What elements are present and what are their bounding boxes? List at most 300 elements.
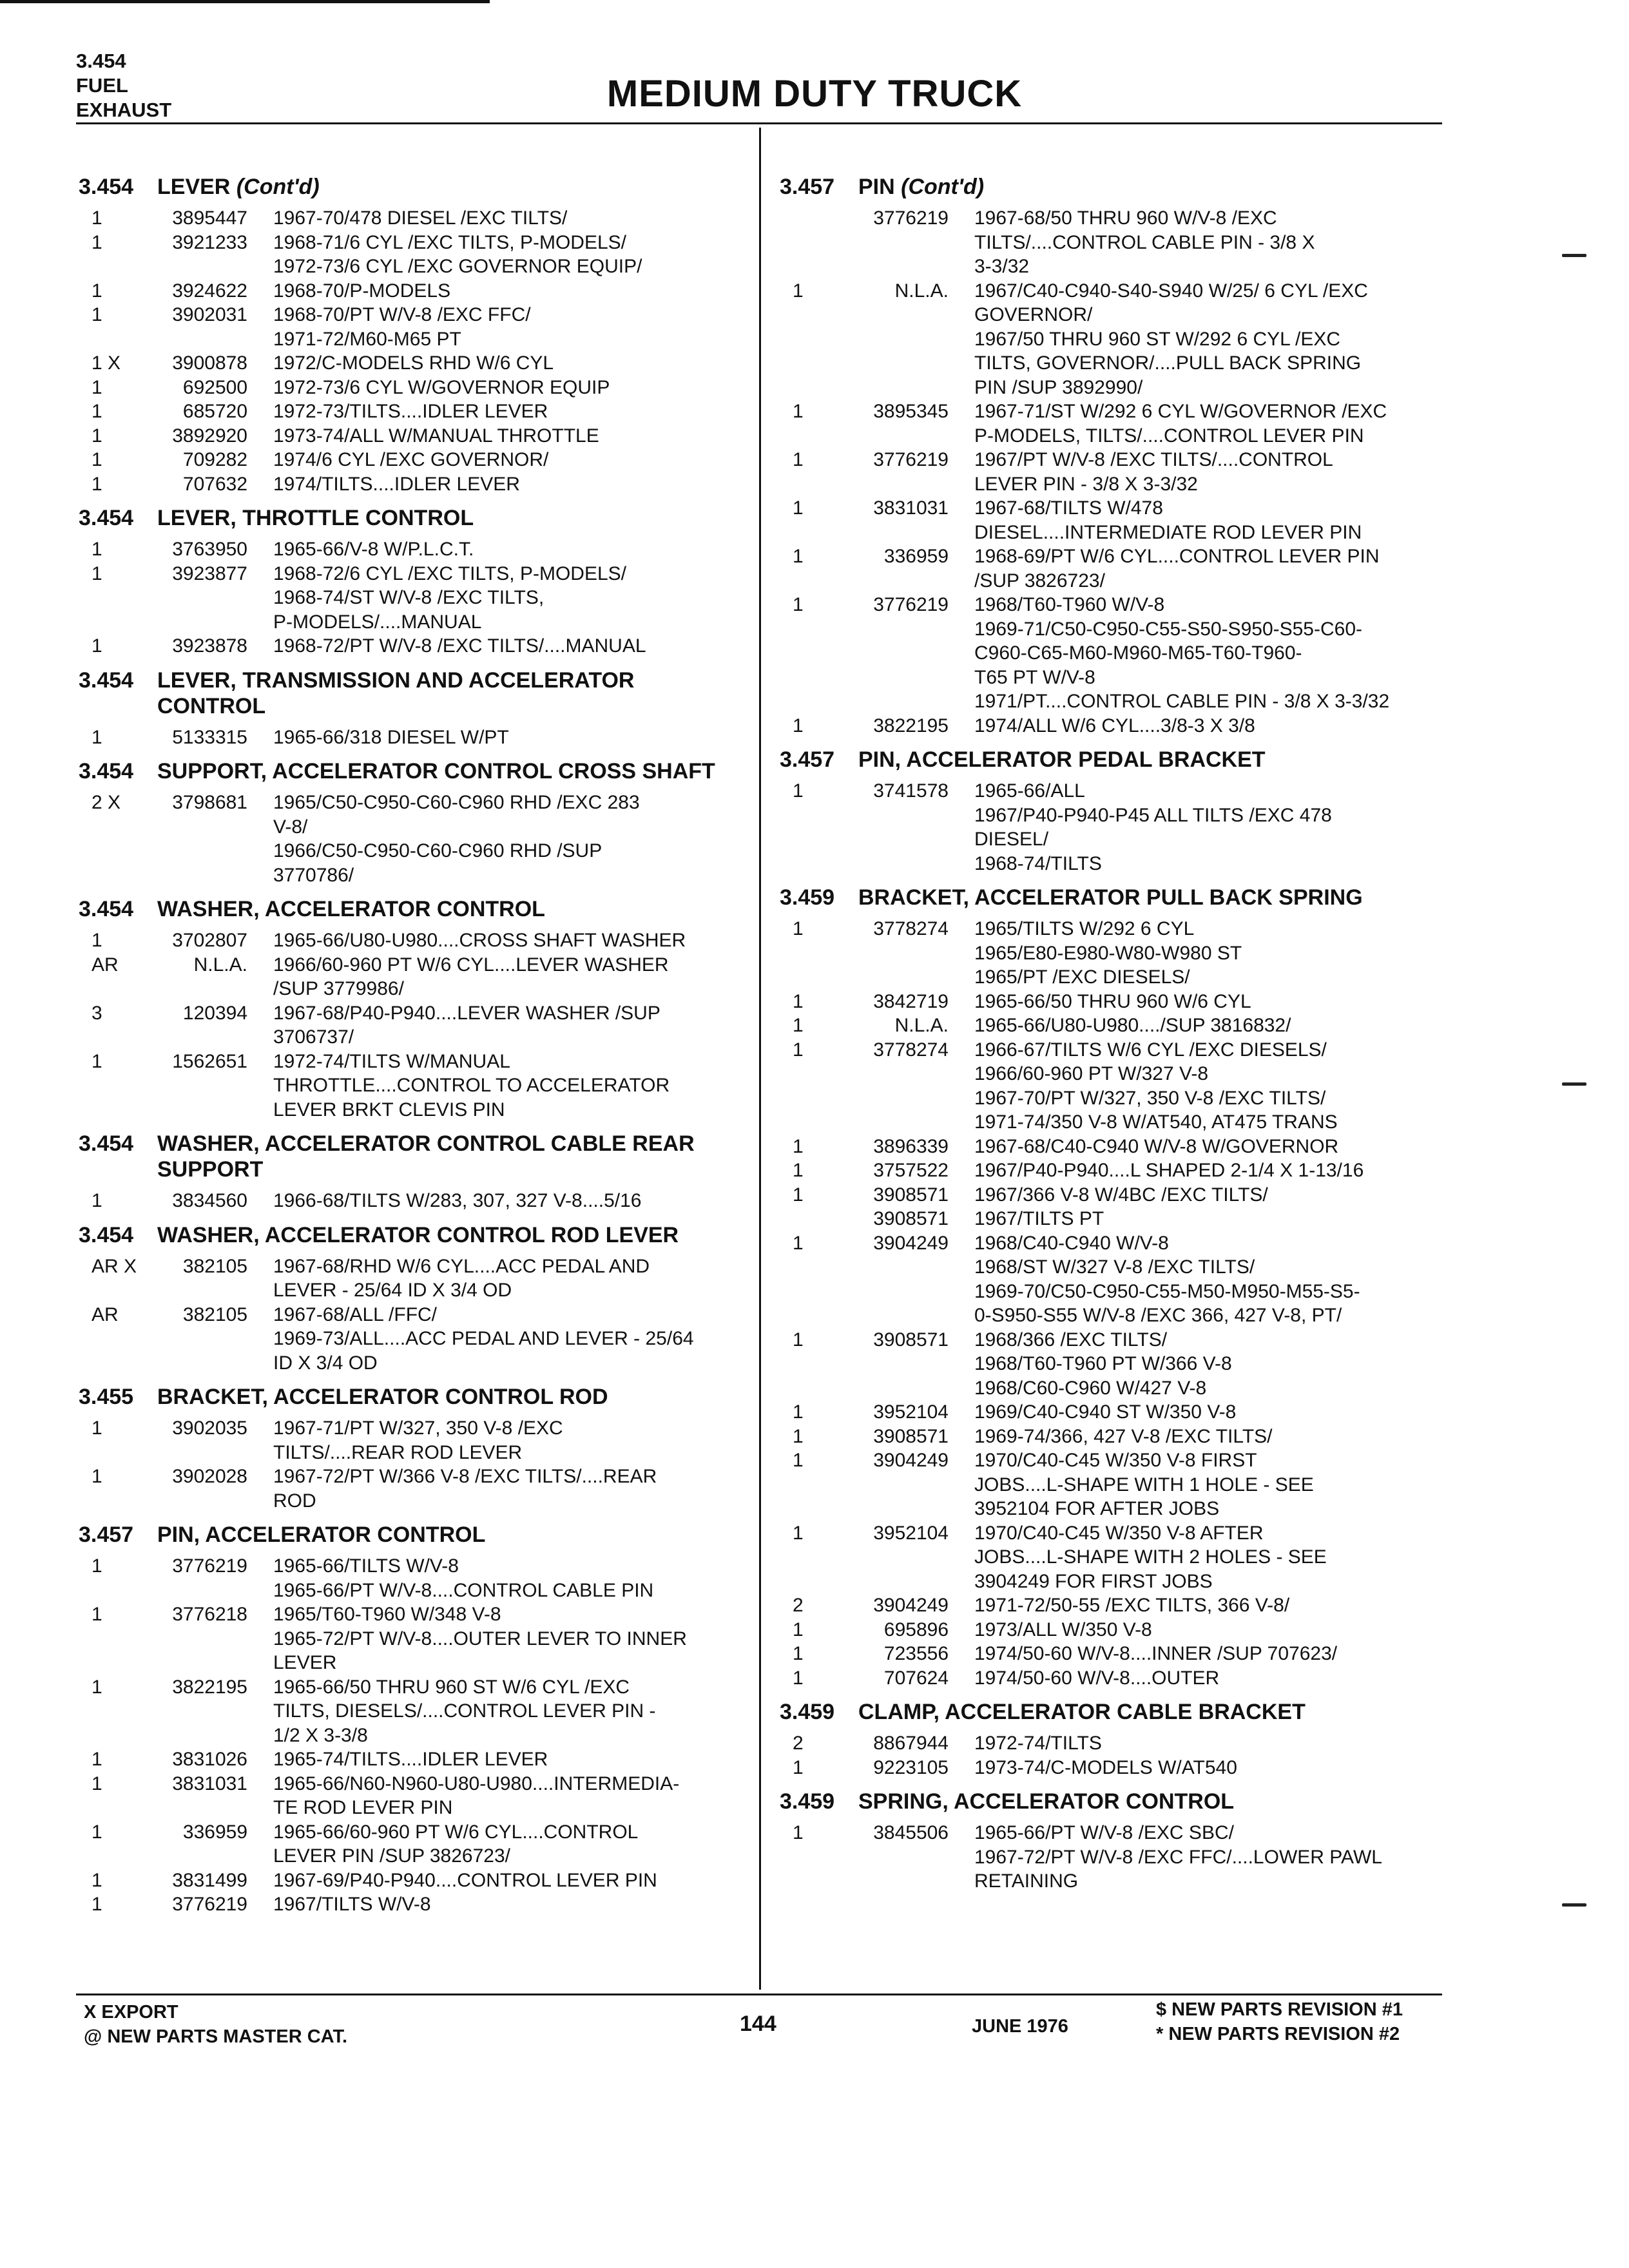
section-heading [780,1699,1443,1725]
part-number: 3776219 [172,1555,247,1577]
part-row [780,1521,1443,1594]
application-line: TE ROD LEVER PIN [273,1797,453,1818]
part-quantity: 1 [92,1749,102,1770]
part-application [273,1050,742,1122]
application-line: 1969-70/C50-C950-C55-M50-M950-M55-S5- [974,1280,1360,1302]
part-row [780,1014,1443,1038]
application-line: 1974/TILTS....IDLER LEVER [273,473,520,495]
part-row [780,1666,1443,1691]
application-line: LEVER - 25/64 ID X 3/4 OD [273,1280,512,1301]
part-row [780,448,1443,496]
part-quantity: 1 [92,1050,102,1072]
part-quantity: 1 [92,1676,102,1698]
section-heading [79,505,742,531]
part-quantity: 1 [793,780,804,802]
part-quantity: 1 [793,594,804,615]
application-line: 1971-74/350 V-8 W/AT540, AT475 TRANS [974,1111,1338,1133]
application-line: 1974/6 CYL /EXC GOVERNOR/ [273,449,549,470]
part-quantity: 1 [92,562,102,584]
part-quantity: 1 [92,401,102,422]
application-line: C960-C65-M60-M960-M65-T60-T960- [974,642,1302,664]
application-line: 1972-74/TILTS W/MANUAL [273,1050,510,1072]
application-line: 1969-74/366, 427 V-8 /EXC TILTS/ [974,1425,1273,1447]
part-quantity: 1 [92,1894,102,1915]
part-quantity: 1 [92,635,102,657]
application-line: P-MODELS/....MANUAL [273,611,482,633]
application-line: 1969-71/C50-C950-C55-S50-S950-S55-C60- [974,618,1363,640]
part-row [79,351,742,376]
section-title-text: BRACKET, ACCELERATOR PULL BACK SPRING [858,885,1363,910]
footer-revision-1: $ NEW PARTS REVISION #1 [1156,1999,1403,2020]
application-line: P-MODELS, TILTS/....CONTROL LEVER PIN [974,425,1364,447]
part-application [273,1465,742,1513]
part-number: 3776219 [172,1894,247,1915]
section-number: 3.454 [79,759,134,783]
part-number: 3952104 [873,1401,949,1423]
part-row [79,726,742,750]
part-row [780,714,1443,738]
part-row [79,1189,742,1213]
part-quantity: 1 [793,1425,804,1447]
application-line: 1965-66/50 THRU 960 ST W/6 CYL /EXC [273,1676,630,1698]
part-application [974,399,1443,448]
part-quantity: 1 [92,539,102,560]
section-number: 3.454 [79,1131,134,1156]
header-subcategory: EXHAUST [76,99,172,121]
part-number: 709282 [182,449,247,470]
application-line: 1968/ST W/327 V-8 /EXC TILTS/ [974,1256,1255,1278]
part-row [780,593,1443,714]
part-row [780,1158,1443,1183]
part-application [273,376,742,400]
application-line: 1965-66/TILTS W/V-8 [273,1555,459,1577]
column-divider [759,128,761,1990]
part-number: 3831499 [172,1869,247,1891]
application-line: T65 PT W/V-8 [974,666,1095,688]
application-line: 1967/P40-P940....L SHAPED 2-1/4 X 1-13/16 [974,1160,1364,1181]
footer-rule [76,1994,1442,1995]
application-line: THROTTLE....CONTROL TO ACCELERATOR [273,1075,670,1096]
part-application [273,231,742,279]
application-line: 1967/P40-P940-P45 ALL TILTS /EXC 478 [974,804,1332,826]
application-line: 1967-68/50 THRU 960 W/V-8 /EXC [974,207,1277,229]
section-title-text: SPRING, ACCELERATOR CONTROL [858,1789,1235,1814]
part-row [79,634,742,658]
section-heading [79,1222,742,1248]
right-column [780,174,1443,1903]
application-line: 1965/TILTS W/292 6 CYL [974,918,1195,939]
part-number: 5133315 [172,726,247,748]
application-line: 1968-72/6 CYL /EXC TILTS, P-MODELS/ [273,562,626,584]
part-application [974,544,1443,593]
part-row [780,1618,1443,1642]
application-line: 1973/ALL W/350 V-8 [974,1619,1152,1640]
section-title-text: WASHER, ACCELERATOR CONTROL [157,897,545,921]
parts-section [79,174,742,496]
part-quantity: 1 [793,990,804,1012]
top-rule [0,0,490,3]
part-application [974,917,1443,990]
parts-section [780,885,1443,1690]
application-line: 1965-66/PT W/V-8....CONTROL CABLE PIN [273,1579,654,1601]
application-line: 1973-74/ALL W/MANUAL THROTTLE [273,425,599,447]
part-application [273,472,742,497]
application-line: V-8/ [273,816,308,838]
part-application [974,496,1443,544]
part-row [79,1820,742,1869]
application-line: LEVER PIN /SUP 3826723/ [273,1845,510,1867]
application-line: 1966/60-960 PT W/327 V-8 [974,1063,1209,1084]
part-quantity: 1 [793,1039,804,1061]
part-quantity: 1 [793,401,804,422]
application-line: 1969-73/ALL....ACC PEDAL AND LEVER - 25/64 [273,1328,694,1349]
section-title [157,505,742,531]
part-row [79,1869,742,1893]
part-application [974,990,1443,1014]
header-category: FUEL [76,74,128,97]
part-quantity: 1 [793,1667,804,1689]
parts-section [780,174,1443,738]
section-title [858,1789,1443,1814]
application-line: 1965-66/V-8 W/P.L.C.T. [273,539,474,560]
part-row [79,1050,742,1122]
parts-section [79,1131,742,1213]
part-row [79,1772,742,1820]
part-number: 3763950 [172,539,247,560]
parts-section [79,758,742,887]
margin-mark [1562,1082,1586,1086]
part-row [79,1254,742,1303]
footer-date: JUNE 1976 [972,2016,1068,2037]
part-row [79,953,742,1001]
section-number: 3.454 [79,175,134,199]
part-row [79,206,742,231]
part-application [974,1014,1443,1038]
part-application [273,726,742,750]
part-quantity: 1 [793,1401,804,1423]
part-number: 3892920 [172,425,247,447]
part-quantity: 1 [92,449,102,470]
part-application [974,1135,1443,1159]
part-application [974,448,1443,496]
part-number: 3845506 [873,1822,949,1843]
part-quantity: 1 [92,1773,102,1794]
part-row [780,399,1443,448]
part-application [273,953,742,1001]
part-number: 3895447 [172,207,247,229]
part-application [273,1416,742,1465]
application-line: 1967-68/P40-P940....LEVER WASHER /SUP [273,1002,660,1024]
application-line: 1974/50-60 W/V-8....OUTER [974,1667,1220,1689]
part-quantity: 1 [793,1015,804,1036]
application-line: 1968/C60-C960 W/427 V-8 [974,1377,1207,1399]
application-line: LEVER PIN - 3/8 X 3-3/32 [974,473,1198,495]
part-number: 3776219 [873,594,949,615]
application-line: 1968/T60-T960 W/V-8 [974,594,1165,615]
part-application [273,279,742,303]
part-row [780,1821,1443,1894]
part-row [79,472,742,497]
part-application [974,1328,1443,1401]
application-line: 1968-70/P-MODELS [273,280,451,302]
section-number: 3.457 [79,1523,134,1547]
section-title-text: SUPPORT, ACCELERATOR CONTROL CROSS SHAFT [157,759,715,783]
application-line: 1965-66/U80-U980..../SUP 3816832/ [974,1015,1291,1036]
part-number: 3757522 [873,1160,949,1181]
part-quantity: 1 [92,1869,102,1891]
part-number: 3908571 [873,1208,949,1229]
application-line: 1965-66/N60-N960-U80-U980....INTERMEDIA- [273,1773,680,1794]
application-line: GOVERNOR/ [974,304,1093,325]
application-line: 1972-74/TILTS [974,1733,1102,1754]
application-line: 1966/60-960 PT W/6 CYL....LEVER WASHER [273,954,669,975]
part-number: 3902031 [172,304,247,325]
section-number: 3.454 [79,897,134,921]
application-line: 1970/C40-C45 W/350 V-8 FIRST [974,1450,1257,1471]
part-quantity: 1 [793,715,804,736]
part-application [974,1521,1443,1594]
section-title [157,758,742,784]
header-rule [76,122,1442,124]
part-quantity: 1 [92,425,102,447]
application-line: 1967-71/PT W/327, 350 V-8 /EXC [273,1418,563,1439]
application-line: 1973-74/C-MODELS W/AT540 [974,1756,1237,1778]
part-application [273,448,742,472]
part-number: N.L.A. [894,1015,949,1036]
section-title [858,174,1443,200]
part-row [780,1207,1443,1231]
part-row [79,1675,742,1748]
part-quantity: 1 [793,1756,804,1778]
part-application [273,1675,742,1748]
parts-section [79,668,742,750]
part-application [273,1892,742,1917]
part-row [780,1038,1443,1135]
application-line: TILTS/....REAR ROD LEVER [273,1441,523,1463]
part-quantity: 1 [92,1418,102,1439]
application-line: 1968-72/PT W/V-8 /EXC TILTS/....MANUAL [273,635,646,657]
application-line: 1968-74/TILTS [974,852,1102,874]
application-line: 1968-70/PT W/V-8 /EXC FFC/ [273,304,531,325]
application-line: 3706737/ [273,1026,354,1048]
part-number: 3952104 [873,1522,949,1544]
part-number: 3904249 [873,1232,949,1254]
part-number: 3908571 [873,1425,949,1447]
section-number: 3.457 [780,175,835,199]
part-number: 3831026 [172,1749,247,1770]
part-row [79,399,742,424]
part-quantity: 1 [92,376,102,398]
part-row [79,537,742,562]
application-line: 3952104 FOR AFTER JOBS [974,1498,1220,1519]
part-application [974,1642,1443,1666]
section-title-text: LEVER [157,175,231,199]
application-line: 1966/C50-C950-C60-C960 RHD /SUP [273,840,602,861]
part-row [780,279,1443,400]
page-title: MEDIUM DUTY TRUCK [606,73,1023,115]
section-number: 3.459 [780,1789,835,1814]
part-number: 707624 [883,1667,949,1689]
part-quantity: 1 [793,449,804,470]
application-line: 1965-74/TILTS....IDLER LEVER [273,1749,548,1770]
part-row [79,1001,742,1050]
application-line: 1967-71/ST W/292 6 CYL W/GOVERNOR /EXC [974,401,1387,422]
part-row [79,562,742,635]
application-line: 1968/366 /EXC TILTS/ [974,1329,1168,1350]
application-line: 1965-66/ALL [974,780,1085,802]
application-line: 1967/TILTS W/V-8 [273,1894,431,1915]
part-row [780,1642,1443,1666]
part-quantity [780,1207,839,1231]
application-line: /SUP 3826723/ [974,570,1105,591]
part-row [79,1892,742,1917]
part-number: 3776219 [873,449,949,470]
application-line: 1965-66/U80-U980....CROSS SHAFT WASHER [273,930,686,951]
application-line: 1971-72/M60-M65 PT [273,328,461,350]
part-application [273,1001,742,1050]
part-row [79,1416,742,1465]
part-number: 3895345 [873,401,949,422]
application-line: 1971-72/50-55 /EXC TILTS, 366 V-8/ [974,1595,1290,1616]
part-number: 3778274 [873,918,949,939]
part-number: 3778274 [873,1039,949,1061]
part-quantity: 1 [92,473,102,495]
parts-section [79,1384,742,1513]
part-quantity: 1 [793,1135,804,1157]
part-application [273,1189,742,1213]
part-quantity: AR [92,954,119,975]
application-line: 1967-70/PT W/327, 350 V-8 /EXC TILTS/ [974,1087,1326,1109]
part-row [780,1231,1443,1328]
part-application [273,303,742,351]
part-number: 692500 [182,376,247,398]
part-row [780,779,1443,876]
application-line: 3770786/ [273,864,354,886]
part-number: 120394 [182,1002,247,1024]
part-quantity: AR X [92,1255,137,1277]
application-line: 1967/50 THRU 960 ST W/292 6 CYL /EXC [974,328,1341,350]
part-number: 3741578 [873,780,949,802]
application-line: 1968/T60-T960 PT W/366 V-8 [974,1353,1232,1374]
part-application [273,1869,742,1893]
parts-section [79,896,742,1122]
application-line: 1972-73/6 CYL /EXC GOVERNOR EQUIP/ [273,256,642,277]
section-title [858,747,1443,773]
part-application [974,1183,1443,1207]
application-line: 1967-68/TILTS W/478 [974,497,1163,519]
part-number: 3831031 [172,1773,247,1794]
application-line: /SUP 3779986/ [273,978,404,999]
parts-section [79,1522,742,1917]
section-title [157,668,742,719]
application-line: JOBS....L-SHAPE WITH 2 HOLES - SEE [974,1546,1327,1568]
part-quantity: 1 [92,280,102,302]
part-quantity: 1 [793,1822,804,1843]
part-number: 3902028 [172,1466,247,1487]
application-line: 1966-67/TILTS W/6 CYL /EXC DIESELS/ [974,1039,1327,1061]
section-title-text: LEVER, THROTTLE CONTROL [157,506,474,530]
part-number: 382105 [182,1255,247,1277]
application-line: 1965/PT /EXC DIESELS/ [974,966,1190,988]
application-line: TILTS, GOVERNOR/....PULL BACK SPRING [974,352,1362,374]
part-row [79,231,742,279]
part-quantity: 1 [92,1821,102,1843]
section-title-text: BRACKET, ACCELERATOR CONTROL ROD [157,1385,608,1409]
part-number: 3798681 [172,792,247,813]
section-heading [780,1789,1443,1814]
part-application [974,1400,1443,1425]
footer-legend-right [1156,1997,1403,2046]
application-line: TILTS/....CONTROL CABLE PIN - 3/8 X [974,231,1315,253]
application-line: 1967-68/RHD W/6 CYL....ACC PEDAL AND [273,1255,650,1277]
part-application [273,424,742,448]
part-row [780,1731,1443,1756]
part-row [780,1400,1443,1425]
part-quantity: AR [92,1303,119,1325]
part-quantity: 2 [793,1733,804,1754]
part-quantity: 1 [92,1555,102,1577]
part-number: 3902035 [172,1418,247,1439]
application-line: 1965/C50-C950-C60-C960 RHD /EXC 283 [273,792,640,813]
part-row [780,990,1443,1014]
part-application [974,1666,1443,1691]
parts-section [780,1789,1443,1894]
section-number: 3.459 [780,1700,835,1724]
application-line: 1970/C40-C45 W/350 V-8 AFTER [974,1522,1264,1544]
application-line: 1974/50-60 W/V-8....INNER /SUP 707623/ [974,1643,1338,1664]
part-application [273,399,742,424]
margin-mark [1562,254,1586,257]
part-quantity: 1 [793,1450,804,1471]
part-quantity: 1 [793,918,804,939]
part-number: 3842719 [873,990,949,1012]
parts-section [79,1222,742,1376]
application-line: 1969/C40-C940 ST W/350 V-8 [974,1401,1237,1423]
parts-section [780,747,1443,876]
footer-revision-2: * NEW PARTS REVISION #2 [1156,2024,1400,2044]
part-number: 3923878 [172,635,247,657]
part-number: 3924622 [172,280,247,302]
part-number: 3776219 [873,207,949,229]
part-number: 3822195 [172,1676,247,1698]
application-line: 3904249 FOR FIRST JOBS [974,1570,1213,1592]
section-number: 3.454 [79,506,134,530]
part-quantity: 1 [92,726,102,748]
part-quantity: 2 [793,1595,804,1616]
application-line: 1972-73/TILTS....IDLER LEVER [273,401,548,422]
application-line: TILTS, DIESELS/....CONTROL LEVER PIN - [273,1700,656,1722]
section-heading [79,758,742,784]
part-row [79,303,742,351]
section-heading [780,885,1443,910]
part-number: 3834560 [172,1190,247,1211]
part-quantity: 1 [92,1466,102,1487]
part-number: 3923877 [172,562,247,584]
application-line: 3-3/32 [974,256,1030,277]
section-heading [79,896,742,922]
application-line: 1965-72/PT W/V-8....OUTER LEVER TO INNER [273,1628,687,1649]
part-number: 3908571 [873,1184,949,1206]
application-line: DIESEL/ [974,829,1049,850]
application-line: 1967-72/PT W/V-8 /EXC FFC/....LOWER PAWL [974,1846,1382,1868]
part-quantity: 1 [793,1329,804,1350]
part-row [780,206,1443,279]
section-number: 3.455 [79,1385,134,1409]
footer-master-cat-note: @ NEW PARTS MASTER CAT. [84,2026,348,2047]
section-title [858,885,1443,910]
part-number: 9223105 [873,1756,949,1778]
part-row [79,448,742,472]
